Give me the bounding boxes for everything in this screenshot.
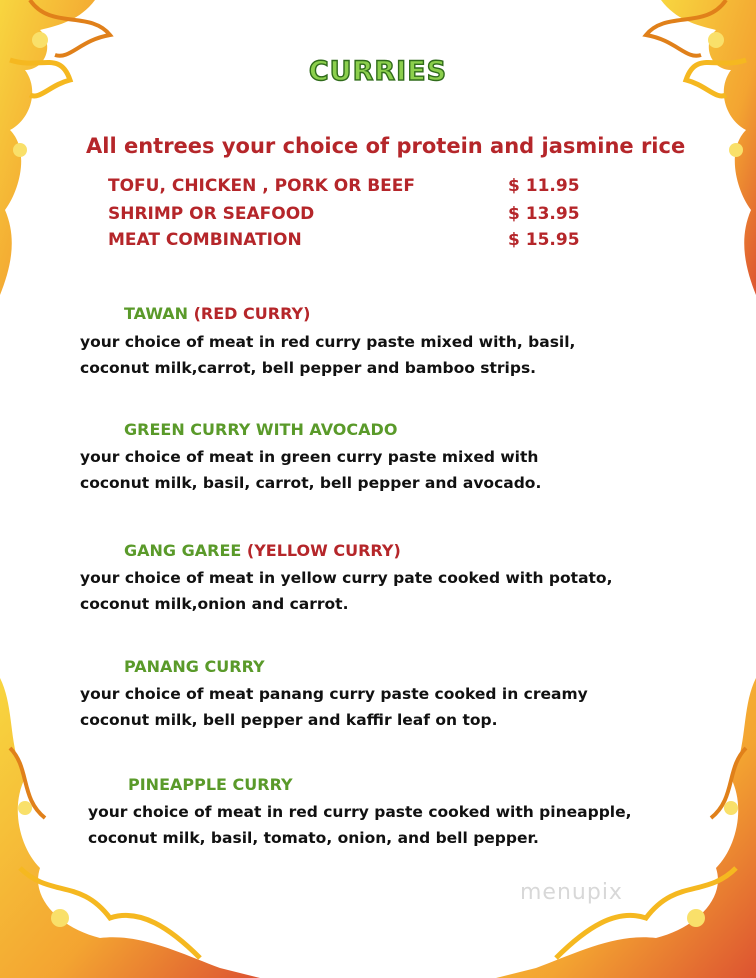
- dish-name-pineapple-curry: [128, 775, 293, 794]
- dish-description: [88, 799, 632, 851]
- dish-description-line: your choice of meat in green curry paste mixed with: [80, 448, 539, 466]
- price-row-shrimp: [108, 204, 580, 224]
- dish-name-green-curry: [124, 420, 397, 439]
- dish-description: [80, 329, 575, 381]
- dish-name-text: GANG GAREE: [124, 541, 242, 560]
- dish-description-line: coconut milk, basil, tomato, onion, and bell pepper.: [88, 829, 539, 847]
- dish-name-text: PINEAPPLE CURRY: [128, 775, 293, 794]
- price-label: MEAT COMBINATION: [108, 230, 302, 250]
- price-value: $ 13.95: [508, 204, 580, 224]
- page-title: CURRIES: [308, 56, 448, 87]
- dish-name-gang-garee: [124, 541, 401, 560]
- dish-description: [80, 681, 588, 733]
- dish-description-line: your choice of meat in yellow curry pate cooked with potato,: [80, 569, 613, 587]
- dish-description-line: your choice of meat in red curry paste mixed with, basil,: [80, 333, 576, 351]
- intro-text: All entrees your choice of protein and jasmine rice: [86, 134, 686, 158]
- watermark: menupix: [520, 880, 623, 905]
- dish-name-extra: (RED CURRY): [188, 304, 311, 323]
- dish-description-line: your choice of meat panang curry paste cooked in creamy: [80, 685, 588, 703]
- price-row-tofu: [108, 176, 580, 196]
- dish-description: [80, 565, 612, 617]
- dish-description-line: coconut milk, bell pepper and kaffir leaf on top.: [80, 711, 498, 729]
- dish-name-text: GREEN CURRY WITH AVOCADO: [124, 420, 398, 439]
- dish-name-text: TAWAN: [124, 304, 189, 323]
- price-value: $ 15.95: [508, 230, 580, 250]
- price-label: SHRIMP OR SEAFOOD: [108, 204, 315, 224]
- dish-name-text: PANANG CURRY: [124, 657, 265, 676]
- dish-name-extra: (YELLOW CURRY): [241, 541, 401, 560]
- dish-description-line: coconut milk,onion and carrot.: [80, 595, 349, 613]
- dish-description-line: your choice of meat in red curry paste cooked with pineapple,: [88, 803, 632, 821]
- dish-description-line: coconut milk,carrot, bell pepper and bamboo strips.: [80, 359, 537, 377]
- price-value: $ 11.95: [508, 176, 580, 196]
- dish-description-line: coconut milk, basil, carrot, bell pepper and avocado.: [80, 474, 542, 492]
- dish-name-panang-curry: [124, 657, 265, 676]
- dish-name-tawan: [124, 304, 310, 323]
- price-label: TOFU, CHICKEN , PORK OR BEEF: [108, 176, 416, 196]
- dish-description: [80, 444, 541, 496]
- price-row-combination: [108, 230, 580, 250]
